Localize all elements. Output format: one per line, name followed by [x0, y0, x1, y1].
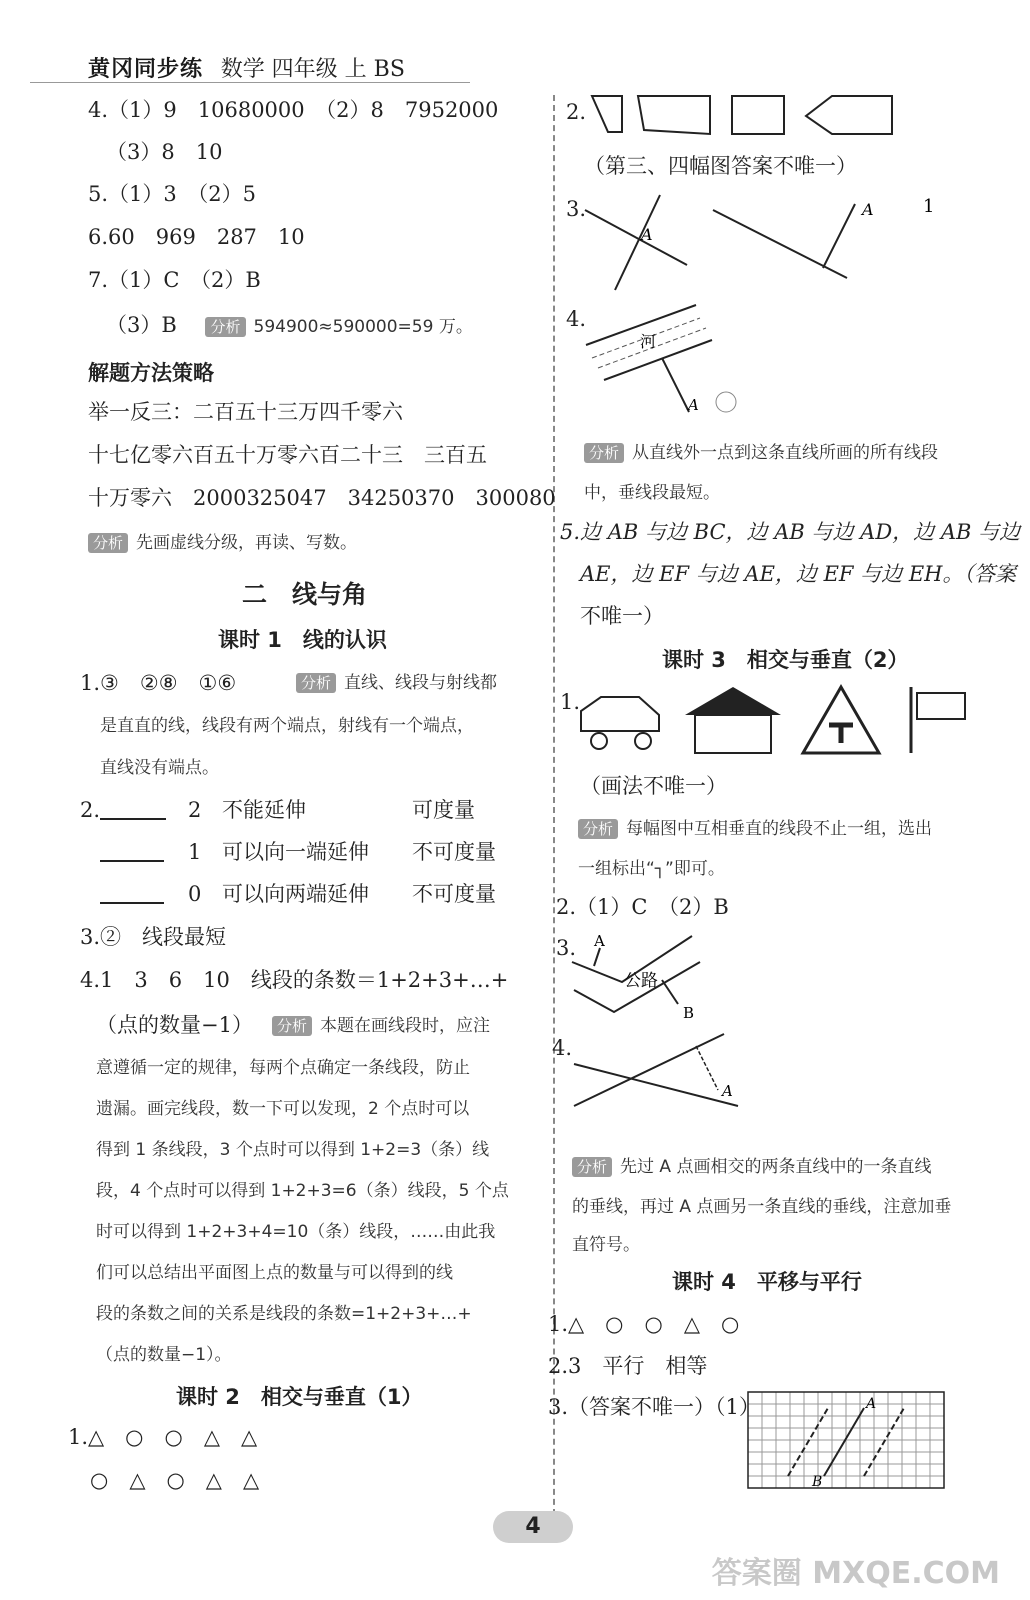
car-wheel-icon	[635, 733, 651, 749]
l3-q3-road-diagram	[570, 932, 720, 1022]
segment-line	[100, 818, 166, 820]
l1-q1-answer: 1.③ ②⑧ ①⑥	[80, 671, 237, 695]
t-sign-symbol	[829, 725, 853, 743]
l1-q4-analysis-start	[272, 1013, 490, 1039]
l3-q1-pictures	[575, 683, 975, 758]
r-q5-line1: 5.边 AB 与边 BC，边 AB 与边 AD，边 AB 与边	[560, 520, 1021, 544]
strategy-line-3: 十万零六 2000325047 34250370 300080	[88, 486, 556, 510]
answer-q6: 6.60 969 287 10	[88, 225, 305, 249]
answer-q4-part1: 4.（1）9 10680000 （2）8 7952000	[88, 98, 499, 122]
l1-q4-analysis-line1: 本题在画线段时，应注	[320, 1016, 491, 1036]
l1-q1-analysis-line2: 是直直的线，线段有两个端点，射线有一个端点，	[100, 716, 474, 736]
l1-q3-answer: 3.② 线段最短	[80, 925, 227, 949]
analysis-tag: 分析	[205, 317, 245, 337]
l1-q2-row3-count: 0	[188, 882, 202, 906]
cat-icon	[716, 392, 736, 412]
road-label: 公路	[624, 971, 658, 991]
r-q2-number: 2.	[566, 100, 587, 124]
point-b-label: B	[683, 1004, 695, 1022]
r-q5-line2: AE，边 EF 与边 AE，边 EF 与边 EH。（答案	[580, 562, 1016, 586]
path-a	[594, 948, 600, 966]
l2-q1-answer-row1: 1.△ ○ ○ △ △	[68, 1425, 258, 1449]
brand-title: 黄冈同步练	[88, 56, 204, 82]
lesson-1-title: 课时 1 线的认识	[218, 628, 387, 652]
parallel-segment	[864, 1408, 904, 1476]
page-number: 4	[493, 1511, 573, 1543]
l3-q4-number: 4.	[552, 1036, 573, 1060]
r-q3-diagram	[585, 190, 965, 300]
l3-q4-analysis-line2: 的垂线，再过 A 点画另一条直线的垂线，注意加垂	[572, 1197, 952, 1217]
chapter-title: 二 线与角	[242, 580, 368, 609]
l1-q4-analysis-line8: 段的条数之间的关系是线段的条数=1+2+3+…+	[96, 1304, 472, 1324]
river-label: 河	[640, 332, 657, 351]
lesson-3-title: 课时 3 相交与垂直（2）	[662, 648, 909, 672]
l1-q2-row2-extend: 可以向一端延伸	[222, 840, 369, 864]
perpendicular-line-1	[615, 195, 660, 290]
house-body-icon	[695, 715, 771, 753]
point-b-label: B	[812, 1474, 823, 1490]
r-q4-analysis-line2: 中，垂线段最短。	[584, 483, 720, 503]
subject-title: 数学 四年级 上 BS	[220, 57, 405, 82]
l1-q2-row3-measure: 不可度量	[412, 882, 496, 906]
analysis-tag: 分析	[572, 1157, 612, 1177]
l4-q1-answer: 1.△ ○ ○ △ ○	[548, 1312, 740, 1336]
l4-q3-answer: 3.（答案不唯一）（1）	[548, 1395, 760, 1419]
l1-q4-analysis-line9: （点的数量−1）。	[96, 1345, 232, 1365]
l3-q1-analysis	[578, 816, 932, 842]
l3-q1-analysis-line2: 一组标出“┐”即可。	[578, 859, 725, 879]
river-bank-bottom	[604, 340, 712, 380]
analysis-tag: 分析	[88, 533, 128, 553]
r-q3-number: 3.	[566, 197, 587, 221]
analysis-tag: 分析	[296, 673, 336, 693]
r-q4-number: 4.	[566, 307, 587, 331]
l1-q2-row1-measure: 可度量	[412, 798, 475, 822]
lesson-4-title: 课时 4 平移与平行	[672, 1270, 862, 1294]
perpendicular-1	[696, 1046, 718, 1090]
line-2	[713, 210, 847, 278]
header-divider	[30, 82, 470, 83]
l1-q2-number: 2.	[80, 798, 101, 822]
l1-q1-analysis-line3: 直线没有端点。	[100, 758, 219, 778]
l3-q4-analysis-line3: 直符号。	[572, 1235, 640, 1255]
shortest-path-line	[662, 358, 689, 412]
l1-q2-row1-count: 2	[188, 798, 202, 822]
l3-q1-note: （画法不唯一）	[580, 774, 727, 798]
l1-q4-analysis-line4: 得到 1 条线段，3 个点时可以得到 1+2=3（条）线	[96, 1140, 490, 1160]
l1-q4-answer-line2: （点的数量−1）	[96, 1013, 253, 1037]
strategy-line-1: 举一反三：二百五十三万四千零六	[88, 400, 403, 424]
segment-ab	[824, 1408, 864, 1476]
r-q4-analysis	[584, 440, 938, 466]
strategy-line-2: 十七亿零六百五十万零六百二十三 三百五	[88, 443, 487, 467]
l4-q2-answer: 2.3 平行 相等	[548, 1354, 708, 1378]
l1-q4-analysis-line7: 们可以总结出平面图上点的数量与可以得到的线	[96, 1263, 453, 1283]
path-b	[662, 980, 678, 1004]
l2-q1-answer-row2: ○ △ ○ △ △	[90, 1468, 260, 1492]
answer-q4-part2: （3）8 10	[106, 140, 223, 164]
r-q4-river-diagram	[584, 300, 784, 430]
l1-q4-analysis-line6: 时可以得到 1+2+3+4=10（条）线段，……由此我	[96, 1222, 496, 1242]
rectangle-shape	[732, 96, 784, 134]
l3-q2-answer: 2.（1）C （2）B	[556, 895, 729, 919]
l4-q3-grid-diagram	[748, 1392, 944, 1488]
l3-q4-diagram	[574, 1034, 744, 1114]
traffic-sign-icon	[803, 687, 879, 753]
traffic-light-icon	[917, 693, 965, 719]
r-q2-shapes	[588, 92, 988, 142]
l3-q3-number: 3.	[556, 936, 577, 960]
analysis-tag: 分析	[584, 443, 624, 463]
strategy-analysis	[88, 530, 357, 556]
pentagon-shape	[806, 96, 892, 134]
house-roof-icon	[685, 687, 781, 715]
car-wheel-icon	[591, 733, 607, 749]
point-a-label: A	[594, 932, 605, 950]
answer-q5: 5.（1）3 （2）5	[88, 182, 256, 206]
point-a-label: A	[862, 200, 874, 219]
l1-q1-analysis-line1: 直线、线段与射线都	[344, 673, 498, 693]
ray-line	[100, 860, 164, 862]
l3-q4-analysis	[572, 1154, 931, 1180]
q7-part3-answer: （3）B	[106, 313, 177, 337]
l3-q1-analysis-line1: 每幅图中互相垂直的线段不止一组，选出	[626, 819, 933, 839]
point-a-label: A	[722, 1082, 733, 1100]
strategy-analysis-text: 先画虚线分级，再读、写数。	[136, 533, 358, 553]
analysis-tag: 分析	[272, 1016, 312, 1036]
strategy-title: 解题方法策略	[88, 361, 214, 385]
l1-q4-analysis-line5: 段，4 个点时可以得到 1+2+3=6（条）线段，5 个点	[96, 1181, 509, 1201]
q7-analysis-text: 594900≈590000=59 万。	[253, 317, 473, 337]
l3-q4-analysis-line1: 先过 A 点画相交的两条直线中的一条直线	[620, 1157, 932, 1177]
l1-q2-row3-extend: 可以向两端延伸	[222, 882, 369, 906]
line-1	[585, 210, 687, 265]
straight-line	[100, 902, 164, 904]
car-icon	[581, 697, 659, 731]
point-a-label: A	[641, 225, 653, 244]
mark-one: 1	[923, 196, 935, 217]
l1-q4-analysis-line3: 遗漏。画完线段，数一下可以发现，2 个点时可以	[96, 1099, 470, 1119]
perpendicular-line-2	[823, 204, 855, 268]
analysis-tag: 分析	[578, 819, 618, 839]
point-a-label: A	[866, 1396, 877, 1412]
point-a-label: A	[688, 396, 699, 414]
l1-q4-answer-line1: 4.1 3 6 10 线段的条数＝1+2+3+…+	[80, 968, 509, 992]
l1-q2-row2-count: 1	[188, 840, 202, 864]
lesson-2-title: 课时 2 相交与垂直（1）	[176, 1385, 423, 1409]
l3-q1-number: 1.	[560, 690, 581, 714]
l1-q2-row1-extend: 不能延伸	[222, 798, 306, 822]
r-q4-analysis-line1: 从直线外一点到这条直线所画的所有线段	[632, 443, 939, 463]
l1-q4-analysis-line2: 意遵循一定的规律，每两个点确定一条线段，防止	[96, 1058, 470, 1078]
watermark: 答案圈 MXQE.COM	[711, 1556, 1000, 1591]
r-q2-note: （第三、四幅图答案不唯一）	[584, 154, 857, 178]
l1-q2-row2-measure: 不可度量	[412, 840, 496, 864]
line-1	[574, 1064, 738, 1106]
r-q5-line3: 不唯一）	[580, 604, 664, 628]
l1-q1-analysis	[296, 670, 497, 696]
quad-shape-1	[638, 96, 710, 134]
answer-q7-part1: 7.（1）C （2）B	[88, 268, 261, 292]
page-header	[88, 52, 405, 83]
trapezoid-shape	[592, 96, 622, 132]
translated-segment	[788, 1408, 828, 1476]
answer-q7-part2	[106, 311, 473, 340]
